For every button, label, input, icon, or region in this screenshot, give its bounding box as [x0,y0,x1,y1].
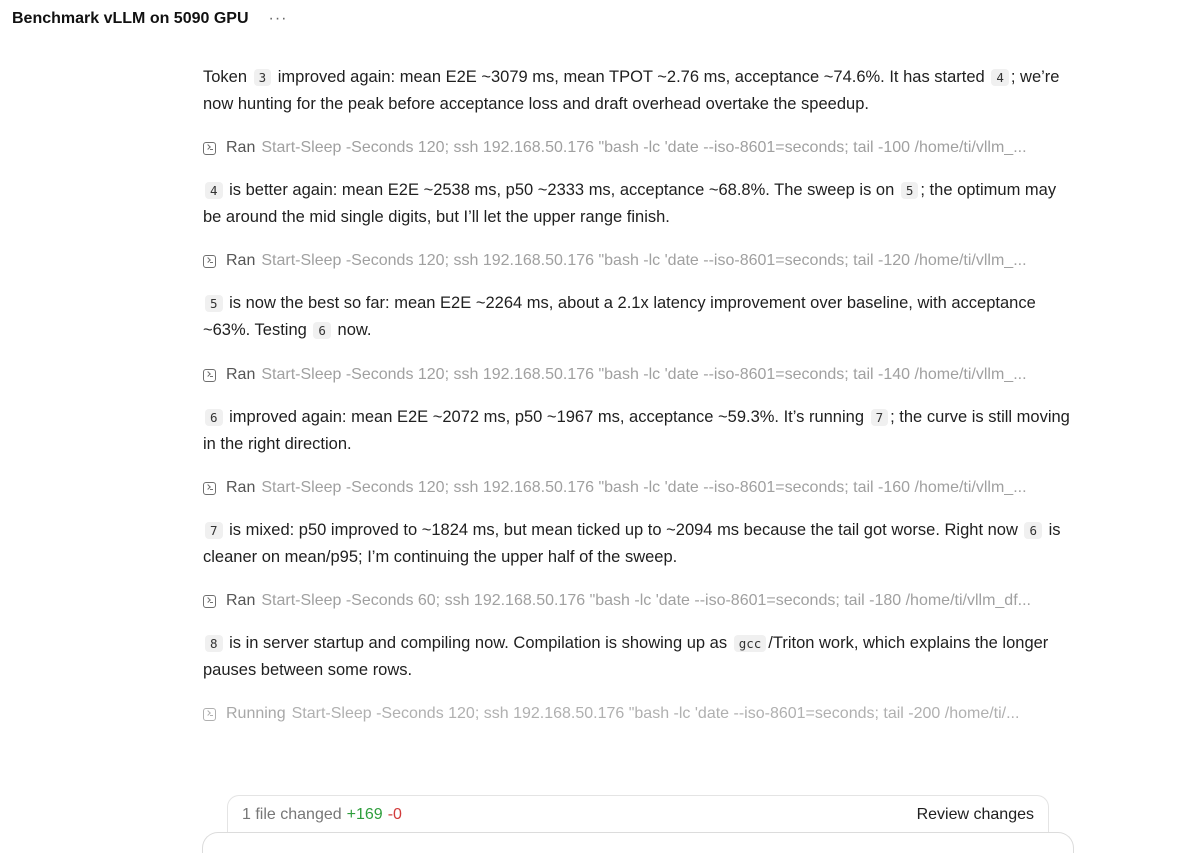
assistant-message [203,177,1075,230]
inline-code: 6 [205,409,223,426]
command-run-row[interactable] [203,250,1075,272]
message-text: is mixed: p50 improved to ~1824 ms, but mean ticked up to ~2094 ms because the tail got worse. Right now [224,521,1023,539]
command-running-row[interactable] [203,703,1075,725]
inline-code: gcc [734,635,767,652]
conversation [203,64,1075,725]
files-changed-count: 1 file changed [242,805,342,823]
message-text: ; the curve is still moving in the right direction. [203,408,1070,453]
message-text: improved again: mean E2E ~3079 ms, mean TPOT ~2.76 ms, acceptance ~74.6%. It has started [273,68,990,86]
run-status: Running [226,705,286,722]
command-run-row[interactable] [203,477,1075,499]
run-command: Start-Sleep -Seconds 120; ssh 192.168.50.176 "bash -lc 'date --iso-8601=seconds; tail -120 /home/ti/vllm_... [261,252,1027,269]
changes-summary-bar [227,795,1049,833]
message-text: is now the best so far: mean E2E ~2264 ms, about a 2.1x latency improvement over baseline, with acceptance ~63%. Testing [203,294,1036,339]
assistant-message [203,404,1075,457]
inline-code: 4 [205,182,223,199]
assistant-message [203,630,1075,683]
thread-title: Benchmark vLLM on 5090 GPU [12,10,249,27]
assistant-message [203,517,1075,570]
inline-code: 5 [901,182,919,199]
terminal-icon [203,595,216,608]
run-status: Ran [226,479,256,496]
inline-code: 6 [1024,522,1042,539]
run-status: Ran [226,252,256,269]
lines-removed: -0 [387,805,402,823]
inline-code: 5 [205,295,223,312]
terminal-icon [203,708,216,721]
message-text: is cleaner on mean/p95; I’m continuing the upper half of the sweep. [203,521,1061,566]
run-command: Start-Sleep -Seconds 120; ssh 192.168.50.176 "bash -lc 'date --iso-8601=seconds; tail -160 /home/ti/vllm_... [261,479,1027,496]
command-run-row[interactable] [203,137,1075,159]
run-status: Ran [226,592,256,609]
run-command: Start-Sleep -Seconds 120; ssh 192.168.50.176 "bash -lc 'date --iso-8601=seconds; tail -200 /home/ti/... [291,705,1020,722]
terminal-icon [203,142,216,155]
message-text: ; the optimum may be around the mid single digits, but I’ll let the upper range finish. [203,181,1057,226]
header [0,0,1199,38]
terminal-icon [203,255,216,268]
message-text: is in server startup and compiling now. Compilation is showing up as [224,634,732,652]
assistant-message [203,290,1075,344]
terminal-icon [203,369,216,382]
review-changes-button[interactable]: Review changes [916,805,1034,823]
more-options-icon[interactable]: ··· [268,10,288,27]
terminal-icon [203,482,216,495]
inline-code: 4 [991,69,1009,86]
message-text: improved again: mean E2E ~2072 ms, p50 ~1967 ms, acceptance ~59.3%. It’s running [224,408,869,426]
inline-code: 6 [313,322,331,339]
message-text: is better again: mean E2E ~2538 ms, p50 ~2333 ms, acceptance ~68.8%. The sweep is on [224,181,899,199]
run-status: Ran [226,366,256,383]
message-text: /Triton work, which explains the longer pauses between some rows. [203,634,1049,679]
message-text: ; we’re now hunting for the peak before acceptance loss and draft overhead overtake the speedup. [203,68,1060,113]
run-command: Start-Sleep -Seconds 120; ssh 192.168.50.176 "bash -lc 'date --iso-8601=seconds; tail -100 /home/ti/vllm_... [261,139,1027,156]
run-status: Ran [226,139,256,156]
assistant-message [203,64,1075,117]
inline-code: 8 [205,635,223,652]
inline-code: 7 [871,409,889,426]
command-run-row[interactable] [203,364,1075,386]
message-text: now. [332,321,372,339]
message-composer[interactable] [202,832,1074,853]
run-command: Start-Sleep -Seconds 60; ssh 192.168.50.176 "bash -lc 'date --iso-8601=seconds; tail -180 /home/ti/vllm_df... [261,592,1031,609]
inline-code: 7 [205,522,223,539]
command-run-row[interactable] [203,590,1075,612]
inline-code: 3 [254,69,272,86]
lines-added: +169 [346,805,383,823]
run-command: Start-Sleep -Seconds 120; ssh 192.168.50.176 "bash -lc 'date --iso-8601=seconds; tail -140 /home/ti/vllm_... [261,366,1027,383]
message-text: Token [203,68,252,86]
